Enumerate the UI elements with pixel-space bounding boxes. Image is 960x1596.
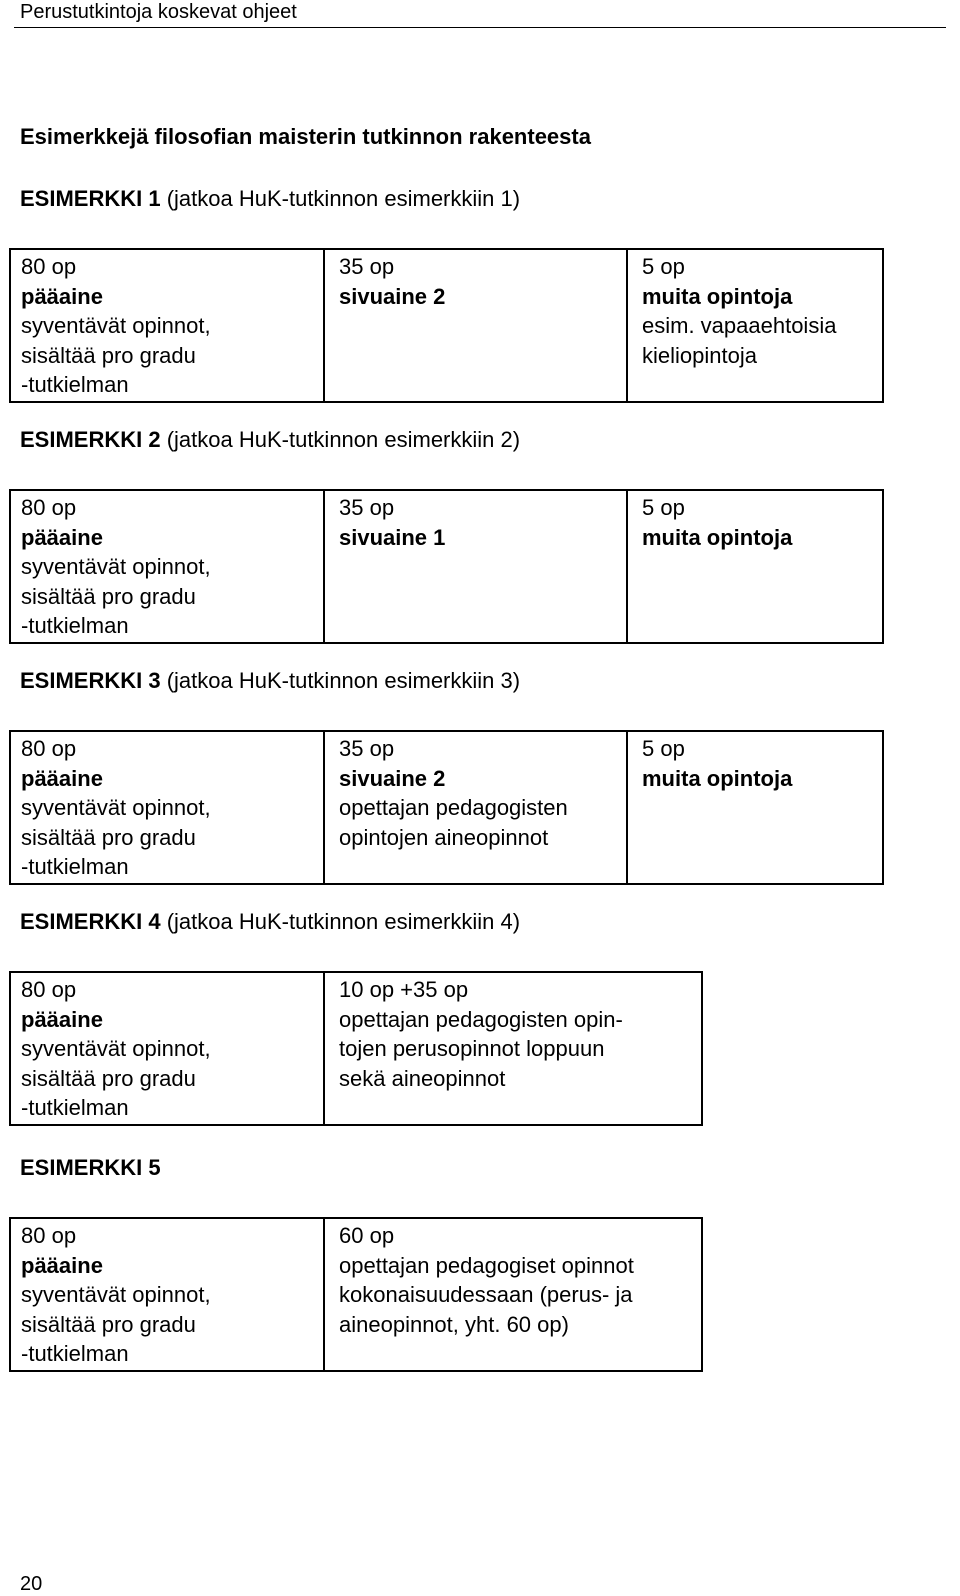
- description-line: aineopinnot, yht. 60 op): [339, 1311, 569, 1337]
- example-note: (jatkoa HuK-tutkinnon esimerkkiin 2): [160, 427, 521, 452]
- credits: 80 op: [21, 977, 77, 1002]
- main-subject-cell: [10, 731, 324, 884]
- description-line: syventävät opinnot,: [21, 1282, 211, 1307]
- example-table-4: [9, 971, 703, 1126]
- subject-name: sivuaine 1: [339, 524, 446, 550]
- page-title: Esimerkkejä filosofian maisterin tutkinnon rakenteesta: [20, 124, 591, 149]
- description-line: sekä aineopinnot: [339, 1065, 506, 1091]
- description-line: -tutkielman: [21, 1341, 129, 1366]
- description-line: syventävät opinnot,: [21, 1036, 211, 1061]
- pedagogical-studies-cell: [324, 1218, 702, 1371]
- example-label: ESIMERKKI 4: [20, 909, 161, 934]
- example-heading-3: [20, 668, 520, 694]
- example-note: (jatkoa HuK-tutkinnon esimerkkiin 1): [160, 186, 521, 211]
- subject-name: sivuaine 2: [339, 765, 446, 791]
- example-heading-4: [20, 909, 520, 935]
- main-subject-cell: [10, 1218, 324, 1371]
- example-note: (jatkoa HuK-tutkinnon esimerkkiin 3): [160, 668, 521, 693]
- credits: 80 op: [21, 254, 77, 279]
- subject-name: sivuaine 2: [339, 283, 446, 309]
- description-line: esim. vapaaehtoisia: [642, 313, 837, 338]
- subject-name: pääaine: [21, 1006, 103, 1032]
- example-label: ESIMERKKI 2: [20, 427, 161, 452]
- description-line: sisältää pro gradu: [21, 342, 196, 368]
- credits: 80 op: [21, 736, 77, 761]
- credits: 60 op: [339, 1223, 395, 1248]
- credits: 35 op: [339, 736, 395, 761]
- running-header: Perustutkintoja koskevat ohjeet: [20, 1, 297, 23]
- pedagogical-studies-cell: [324, 972, 702, 1125]
- example-heading-1: [20, 186, 520, 212]
- minor-subject-cell: [324, 490, 627, 643]
- example-table-1: [9, 248, 884, 403]
- minor-subject-cell: [324, 731, 627, 884]
- description-line: kieliopintoja: [642, 342, 757, 368]
- example-heading-2: [20, 427, 520, 453]
- description-line: syventävät opinnot,: [21, 795, 211, 820]
- description-line: sisältää pro gradu: [21, 824, 196, 850]
- credits: 80 op: [21, 495, 77, 520]
- credits: 10 op +35 op: [339, 977, 469, 1002]
- example-table-2: [9, 489, 884, 644]
- subject-name: muita opintoja: [642, 524, 793, 550]
- description-line: opettajan pedagogiset opinnot: [339, 1252, 634, 1278]
- example-table-3: [9, 730, 884, 885]
- subject-name: pääaine: [21, 524, 103, 550]
- other-studies-cell: [627, 490, 883, 643]
- example-heading-5: [20, 1155, 161, 1181]
- main-subject-cell: [10, 249, 324, 402]
- example-label: ESIMERKKI 5: [20, 1155, 161, 1180]
- description-line: sisältää pro gradu: [21, 583, 196, 609]
- example-label: ESIMERKKI 1: [20, 186, 161, 211]
- header-rule: [14, 27, 946, 28]
- credits: 35 op: [339, 495, 395, 520]
- main-subject-cell: [10, 972, 324, 1125]
- description-line: opettajan pedagogisten: [339, 795, 568, 820]
- description-line: -tutkielman: [21, 613, 129, 638]
- credits: 5 op: [642, 254, 685, 279]
- page-number: 20: [20, 1573, 43, 1595]
- description-line: -tutkielman: [21, 372, 129, 397]
- description-line: sisältää pro gradu: [21, 1311, 196, 1337]
- minor-subject-cell: [324, 249, 627, 402]
- subject-name: muita opintoja: [642, 765, 793, 791]
- credits: 5 op: [642, 736, 685, 761]
- description-line: tojen perusopinnot loppuun: [339, 1036, 605, 1061]
- description-line: -tutkielman: [21, 1095, 129, 1120]
- example-note: (jatkoa HuK-tutkinnon esimerkkiin 4): [160, 909, 521, 934]
- description-line: sisältää pro gradu: [21, 1065, 196, 1091]
- subject-name: muita opintoja: [642, 283, 793, 309]
- description-line: kokonaisuudessaan (perus- ja: [339, 1282, 633, 1307]
- description-line: opintojen aineopinnot: [339, 824, 549, 850]
- credits: 80 op: [21, 1223, 77, 1248]
- description-line: syventävät opinnot,: [21, 554, 211, 579]
- other-studies-cell: [627, 731, 883, 884]
- example-table-5: [9, 1217, 703, 1372]
- main-subject-cell: [10, 490, 324, 643]
- description-line: opettajan pedagogisten opin-: [339, 1006, 623, 1032]
- credits: 35 op: [339, 254, 395, 279]
- description-line: syventävät opinnot,: [21, 313, 211, 338]
- description-line: -tutkielman: [21, 854, 129, 879]
- subject-name: pääaine: [21, 765, 103, 791]
- credits: 5 op: [642, 495, 685, 520]
- other-studies-cell: [627, 249, 883, 402]
- subject-name: pääaine: [21, 1252, 103, 1278]
- subject-name: pääaine: [21, 283, 103, 309]
- example-label: ESIMERKKI 3: [20, 668, 161, 693]
